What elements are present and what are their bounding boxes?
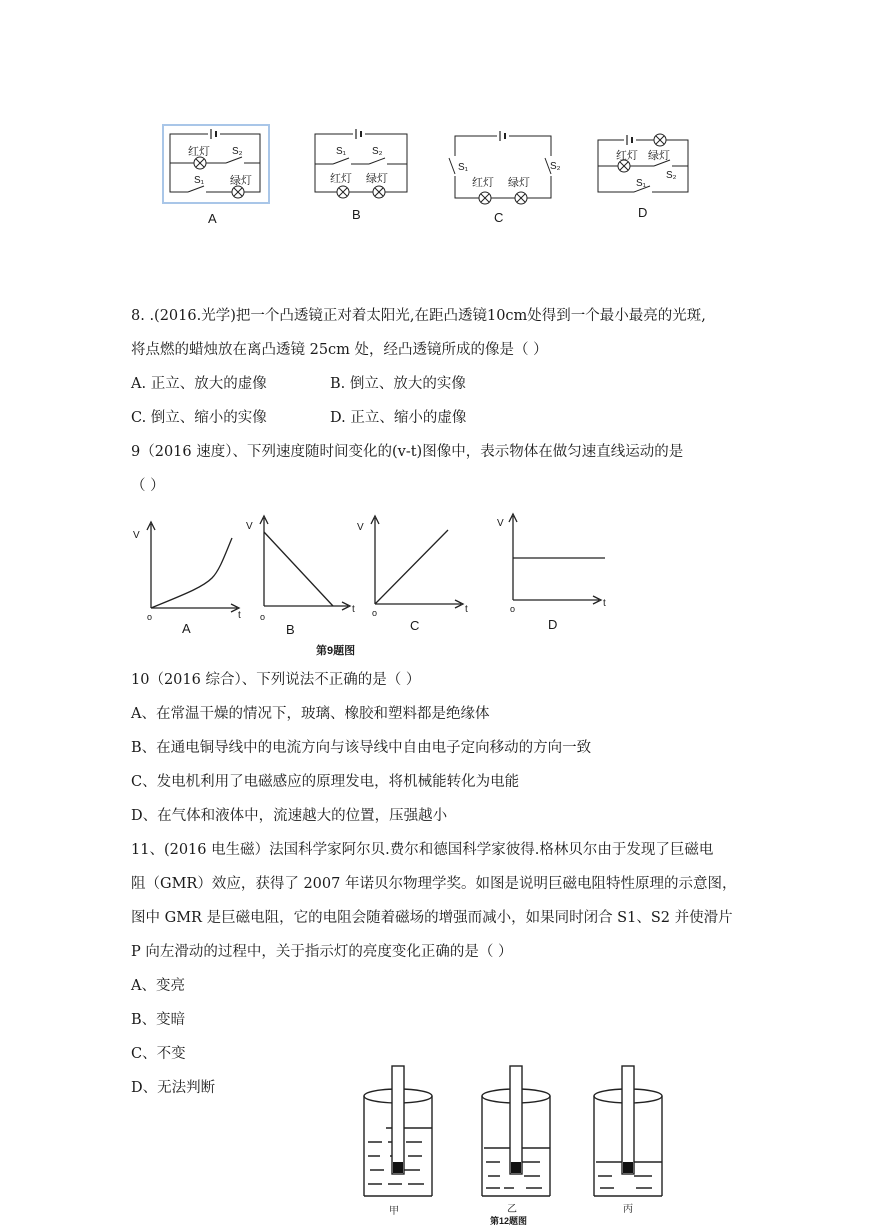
graph-b-t-label: t bbox=[352, 604, 355, 615]
circuit-c-s2-label: S₂ bbox=[550, 161, 561, 172]
vt-graph-c bbox=[364, 512, 474, 612]
graph-a-t-label: t bbox=[238, 610, 241, 621]
circuit-b-label: B bbox=[352, 207, 361, 222]
graph-c-t-label: t bbox=[465, 604, 468, 615]
circuit-diagram-a bbox=[166, 128, 266, 200]
circuit-b-s2-label: S₂ bbox=[372, 146, 383, 157]
graph-a-label: A bbox=[182, 621, 191, 636]
graph-b-origin-label: o bbox=[260, 612, 266, 622]
q10-option-a: A、在常温干燥的情况下，玻璃、橡胶和塑料都是绝缘体 bbox=[131, 706, 490, 722]
graph-d-origin-label: o bbox=[510, 604, 516, 614]
q11-option-d: D、无法判断 bbox=[131, 1080, 216, 1096]
q9-stem-line1: 9（2016 速度）、下列速度随时间变化的(v-t)图像中，表示物体在做匀速直线运动的是 bbox=[131, 444, 684, 460]
circuit-diagram-b bbox=[313, 128, 413, 200]
q10-option-d: D、在气体和液体中，流速越大的位置，压强越小 bbox=[131, 808, 448, 824]
beaker-label-yi: 乙 bbox=[507, 1204, 517, 1215]
q10-option-c: C、发电机利用了电磁感应的原理发电，将机械能转化为电能 bbox=[131, 774, 520, 790]
circuit-a-green-lamp-label: 绿灯 bbox=[230, 175, 252, 187]
vt-graph-b bbox=[253, 512, 363, 612]
circuit-a-label: A bbox=[208, 211, 217, 226]
q11-option-a: A、变亮 bbox=[131, 978, 185, 994]
vt-graph-d bbox=[502, 510, 612, 610]
graph-a-origin-label: o bbox=[147, 612, 153, 622]
q11-stem-line2: 阻（GMR）效应，获得了 2007 年诺贝尔物理学奖。如图是说明巨磁电阻特性原理的示意图， bbox=[131, 876, 737, 892]
q9-figure-caption: 第9题图 bbox=[316, 645, 356, 657]
circuit-c-green-lamp-label: 绿灯 bbox=[508, 177, 530, 189]
q8-option-d: D. 正立、缩小的虚像 bbox=[330, 410, 467, 426]
beaker-label-jia: 甲 bbox=[389, 1206, 399, 1217]
q8-stem-line1: 8. .(2016.光学)把一个凸透镜正对着太阳光,在距凸透镜10cm处得到一个最小最亮的光斑, bbox=[131, 308, 706, 324]
graph-d-t-label: t bbox=[603, 598, 606, 609]
beaker-figure-jia bbox=[360, 1066, 440, 1202]
circuit-b-green-lamp-label: 绿灯 bbox=[366, 173, 388, 185]
q11-stem-line4: P 向左滑动的过程中，关于指示灯的亮度变化正确的是（ ） bbox=[131, 944, 513, 960]
q11-option-b: B、变暗 bbox=[131, 1012, 186, 1028]
q11-option-c: C、不变 bbox=[131, 1046, 186, 1062]
q12-figure-caption: 第12题图 bbox=[490, 1216, 528, 1226]
q10-option-b: B、在通电铜导线中的电流方向与该导线中自由电子定向移动的方向一致 bbox=[131, 740, 592, 756]
circuit-a-red-lamp-label: 红灯 bbox=[188, 146, 210, 158]
q11-stem-line1: 11、(2016 电生磁）法国科学家阿尔贝.费尔和德国科学家彼得.格林贝尔由于发现了巨磁电 bbox=[131, 842, 714, 858]
graph-d-label: D bbox=[548, 617, 558, 632]
q8-stem-line2: 将点燃的蜡烛放在离凸透镜 25cm 处，经凸透镜所成的像是（ ） bbox=[131, 342, 548, 358]
circuit-d-s2-label: S₂ bbox=[666, 170, 677, 181]
beaker-figure-yi bbox=[478, 1066, 558, 1202]
q8-option-c: C. 倒立、缩小的实像 bbox=[131, 410, 267, 426]
beaker-label-bing: 丙 bbox=[623, 1204, 633, 1215]
graph-a-v-label: V bbox=[133, 530, 140, 541]
q8-option-a: A. 正立、放大的虚像 bbox=[131, 376, 267, 392]
circuit-a-s2-label: S₂ bbox=[232, 146, 243, 157]
graph-d-v-label: V bbox=[497, 518, 504, 529]
circuit-c-s1-label: S₁ bbox=[458, 162, 469, 173]
beaker-figure-bing bbox=[590, 1066, 670, 1202]
graph-c-label: C bbox=[410, 618, 420, 633]
graph-c-v-label: V bbox=[357, 522, 364, 533]
q8-option-b: B. 倒立、放大的实像 bbox=[330, 376, 466, 392]
circuit-c-red-lamp-label: 红灯 bbox=[472, 177, 494, 189]
graph-b-v-label: V bbox=[246, 521, 253, 532]
circuit-b-red-lamp-label: 红灯 bbox=[330, 173, 352, 185]
circuit-a-s1-label: S₁ bbox=[194, 175, 205, 186]
q9-stem-line2: （ ） bbox=[131, 478, 165, 494]
q10-stem: 10（2016 综合）、下列说法不正确的是（ ） bbox=[131, 672, 421, 688]
circuit-d-green-lamp-label: 绿灯 bbox=[648, 150, 670, 162]
q11-stem-line3: 图中 GMR 是巨磁电阻，它的电阻会随着磁场的增强而减小，如果同时闭合 S1、S2 并使滑片 bbox=[131, 910, 733, 926]
circuit-d-s1-label: S₁ bbox=[636, 178, 647, 189]
circuit-d-label: D bbox=[638, 205, 648, 220]
vt-graph-a bbox=[140, 518, 250, 618]
circuit-c-label: C bbox=[494, 210, 504, 225]
graph-c-origin-label: o bbox=[372, 608, 378, 618]
graph-b-label: B bbox=[286, 622, 295, 637]
circuit-d-red-lamp-label: 红灯 bbox=[616, 150, 638, 162]
circuit-b-s1-label: S₁ bbox=[336, 146, 347, 157]
